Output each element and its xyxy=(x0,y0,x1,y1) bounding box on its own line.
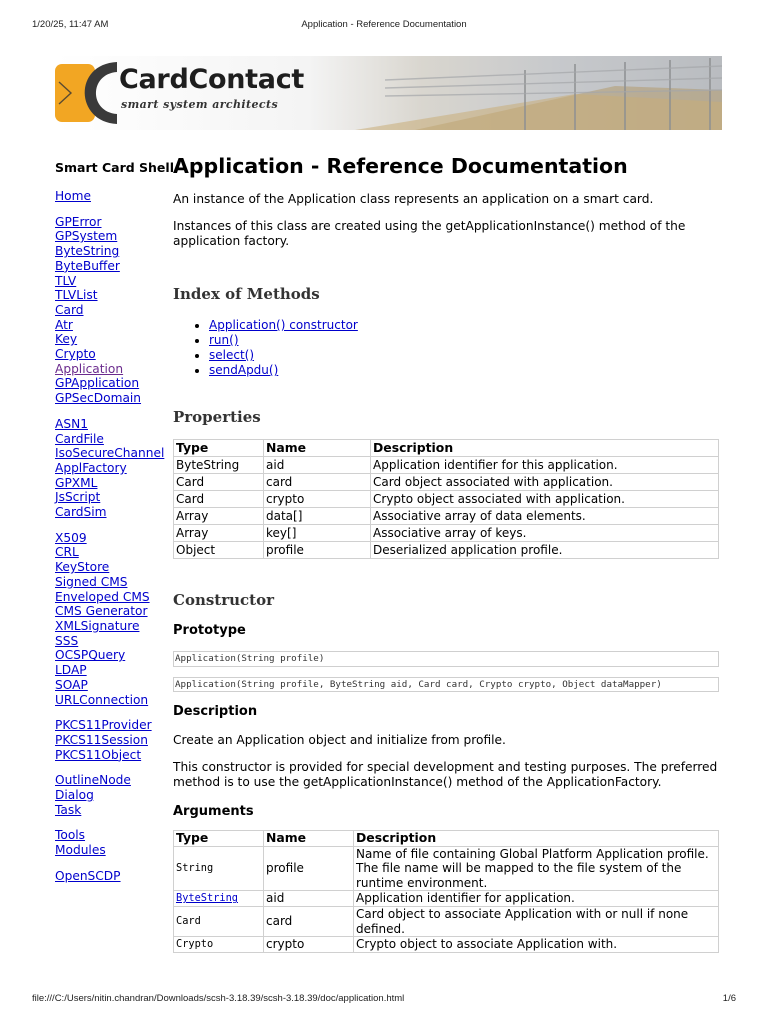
sidebar-link-applfactory[interactable]: ApplFactory xyxy=(55,460,127,475)
sidebar-group xyxy=(55,531,170,707)
method-list-item xyxy=(209,318,719,333)
type-cell: Card xyxy=(174,491,264,508)
main-content xyxy=(173,153,719,953)
sidebar-link-cardsim[interactable]: CardSim xyxy=(55,505,107,520)
sidebar-link-application[interactable]: Application xyxy=(55,361,124,376)
intro-paragraph: Instances of this class are created using the getApplicationInstance() method of the application factory. xyxy=(173,219,686,248)
table-row xyxy=(174,937,719,953)
print-header xyxy=(0,19,768,33)
description-cell: Associative array of data elements. xyxy=(371,508,719,525)
sidebar-link-ocspquery[interactable]: OCSPQuery xyxy=(55,648,126,663)
sidebar-link-isosecurechannel[interactable]: IsoSecureChannel xyxy=(55,446,165,461)
sidebar-link-atr[interactable]: Atr xyxy=(55,317,73,332)
sidebar-link-gpsystem[interactable]: GPSystem xyxy=(55,229,118,244)
print-footer xyxy=(0,993,768,1007)
sidebar xyxy=(55,160,174,895)
sidebar-link-crl[interactable]: CRL xyxy=(55,545,79,560)
sidebar-link-jsscript[interactable]: JsScript xyxy=(55,490,101,505)
description-paragraph: This constructor is provided for special development and testing purposes. The preferred method is to use the getApplicationInstance() method of the ApplicationFactory. xyxy=(173,760,718,789)
description-cell: Name of file containing Global Platform Application profile. The file name will be mapped to the file system of the runtime environment. xyxy=(354,846,719,891)
sidebar-link-signed-cms[interactable]: Signed CMS xyxy=(55,574,128,589)
sidebar-groups xyxy=(55,189,170,884)
type-cell: Card xyxy=(174,474,264,491)
properties-table xyxy=(173,439,719,559)
sidebar-link-asn1[interactable]: ASN1 xyxy=(55,416,88,431)
description-cell: Card object associated with application. xyxy=(371,474,719,491)
method-link-select[interactable]: select() xyxy=(209,348,255,362)
sidebar-group xyxy=(55,828,170,857)
print-file-path: file:///C:/Users/nitin.chandran/Downloads/scsh-3.18.39/scsh-3.18.39/doc/application.html xyxy=(32,993,405,1004)
type-cell: ByteString xyxy=(174,457,264,474)
column-header-name: Name xyxy=(264,831,354,847)
properties-heading: Properties xyxy=(173,408,261,426)
sidebar-title: Smart Card Shell xyxy=(55,160,174,175)
type-link-bytestring[interactable]: ByteString xyxy=(176,892,238,905)
sidebar-link-xmlsignature[interactable]: XMLSignature xyxy=(55,618,140,633)
sidebar-link-tools[interactable]: Tools xyxy=(55,828,86,843)
table-row xyxy=(174,891,719,907)
sidebar-link-urlconnection[interactable]: URLConnection xyxy=(55,692,149,707)
name-cell: crypto xyxy=(264,491,371,508)
description-cell: Crypto object associated with application. xyxy=(371,491,719,508)
sidebar-link-bytestring[interactable]: ByteString xyxy=(55,244,120,259)
sidebar-link-gpsecdomain[interactable]: GPSecDomain xyxy=(55,391,142,406)
table-row xyxy=(174,525,719,542)
name-cell: key[] xyxy=(264,525,371,542)
arguments-heading: Arguments xyxy=(173,804,254,819)
sidebar-link-gpapplication[interactable]: GPApplication xyxy=(55,376,140,391)
method-link-sendapdu[interactable]: sendApdu() xyxy=(209,363,279,377)
methods-list xyxy=(173,318,719,378)
column-header-description: Description xyxy=(354,831,719,847)
print-page-number: 1/6 xyxy=(722,993,736,1004)
column-header-type: Type xyxy=(174,440,264,457)
column-header-type: Type xyxy=(174,831,264,847)
method-list-item xyxy=(209,348,719,363)
table-row xyxy=(174,906,719,936)
table-row xyxy=(174,846,719,891)
description-heading: Description xyxy=(173,704,258,719)
sidebar-link-crypto[interactable]: Crypto xyxy=(55,347,96,362)
type-cell: String xyxy=(174,846,264,891)
cardcontact-banner xyxy=(55,56,722,130)
sidebar-group xyxy=(55,718,170,762)
constructor-heading: Constructor xyxy=(173,591,275,609)
sidebar-link-modules[interactable]: Modules xyxy=(55,843,106,858)
sidebar-link-key[interactable]: Key xyxy=(55,332,78,347)
sidebar-group xyxy=(55,189,170,204)
table-header-row xyxy=(174,440,719,457)
description-paragraph: Create an Application object and initialize from profile. xyxy=(173,733,506,747)
print-title: Application - Reference Documentation xyxy=(301,19,467,30)
table-row xyxy=(174,474,719,491)
sidebar-link-x509[interactable]: X509 xyxy=(55,530,87,545)
prototype-heading: Prototype xyxy=(173,623,246,638)
name-cell: crypto xyxy=(264,937,354,953)
type-cell: Array xyxy=(174,525,264,542)
arguments-table xyxy=(173,830,719,953)
method-link-run[interactable]: run() xyxy=(209,333,239,347)
print-datetime: 1/20/25, 11:47 AM xyxy=(32,19,109,30)
table-row xyxy=(174,508,719,525)
logo-tagline: smart system architects xyxy=(121,98,279,111)
sidebar-link-bytebuffer[interactable]: ByteBuffer xyxy=(55,258,120,273)
name-cell: card xyxy=(264,906,354,936)
sidebar-group xyxy=(55,773,170,817)
sidebar-link-task[interactable]: Task xyxy=(55,802,82,817)
sidebar-link-pkcs11session[interactable]: PKCS11Session xyxy=(55,732,148,747)
type-cell: Card xyxy=(174,906,264,936)
table-row xyxy=(174,457,719,474)
sidebar-link-ldap[interactable]: LDAP xyxy=(55,663,87,678)
description-cell: Deserialized application profile. xyxy=(371,542,719,559)
sidebar-link-sss[interactable]: SSS xyxy=(55,633,79,648)
description-cell: Application identifier for application. xyxy=(354,891,719,907)
name-cell: aid xyxy=(264,457,371,474)
column-header-description: Description xyxy=(371,440,719,457)
method-list-item xyxy=(209,363,719,378)
type-cell: Crypto xyxy=(174,937,264,953)
prototype-code: Application(String profile) xyxy=(173,651,719,667)
sidebar-link-cardfile[interactable]: CardFile xyxy=(55,431,104,446)
sidebar-link-home[interactable]: Home xyxy=(55,189,91,203)
table-row xyxy=(174,491,719,508)
sidebar-link-tlv[interactable]: TLV xyxy=(55,273,77,288)
index-heading: Index of Methods xyxy=(173,285,320,303)
name-cell: aid xyxy=(264,891,354,907)
description-cell: Card object to associate Application with or null if none defined. xyxy=(354,906,719,936)
table-row xyxy=(174,542,719,559)
sidebar-link-dialog[interactable]: Dialog xyxy=(55,788,94,803)
sidebar-link-openscdp[interactable]: OpenSCDP xyxy=(55,868,121,883)
intro-paragraph: An instance of the Application class represents an application on a smart card. xyxy=(173,192,654,206)
sidebar-link-gpxml[interactable]: GPXML xyxy=(55,475,98,490)
logo-name: CardContact xyxy=(119,64,305,95)
sidebar-link-outlinenode[interactable]: OutlineNode xyxy=(55,773,131,788)
description-cell: Crypto object to associate Application with. xyxy=(354,937,719,953)
method-list-item xyxy=(209,333,719,348)
name-cell: profile xyxy=(264,846,354,891)
description-cell: Associative array of keys. xyxy=(371,525,719,542)
column-header-name: Name xyxy=(264,440,371,457)
sidebar-link-keystore[interactable]: KeyStore xyxy=(55,560,110,575)
name-cell: card xyxy=(264,474,371,491)
sidebar-group xyxy=(55,215,170,406)
table-header-row xyxy=(174,831,719,847)
type-cell: Array xyxy=(174,508,264,525)
sidebar-link-soap[interactable]: SOAP xyxy=(55,677,88,692)
page-title: Application - Reference Documentation xyxy=(173,154,628,178)
sidebar-link-cms-generator[interactable]: CMS Generator xyxy=(55,604,148,619)
sidebar-link-pkcs11object[interactable]: PKCS11Object xyxy=(55,747,142,762)
sidebar-link-gperror[interactable]: GPError xyxy=(55,214,102,229)
type-cell: Object xyxy=(174,542,264,559)
method-link-application-constructor[interactable]: Application() constructor xyxy=(209,318,358,332)
sidebar-group xyxy=(55,869,170,884)
description-cell: Application identifier for this application. xyxy=(371,457,719,474)
sidebar-link-tlvlist[interactable]: TLVList xyxy=(55,288,98,303)
sidebar-link-enveloped-cms[interactable]: Enveloped CMS xyxy=(55,589,150,604)
prototype-code: Application(String profile, ByteString aid, Card card, Crypto crypto, Object dataMapper) xyxy=(173,677,719,693)
name-cell: data[] xyxy=(264,508,371,525)
sidebar-group xyxy=(55,417,170,520)
sidebar-link-pkcs11provider[interactable]: PKCS11Provider xyxy=(55,718,152,733)
sidebar-link-card[interactable]: Card xyxy=(55,302,84,317)
name-cell: profile xyxy=(264,542,371,559)
type-cell xyxy=(174,891,264,907)
